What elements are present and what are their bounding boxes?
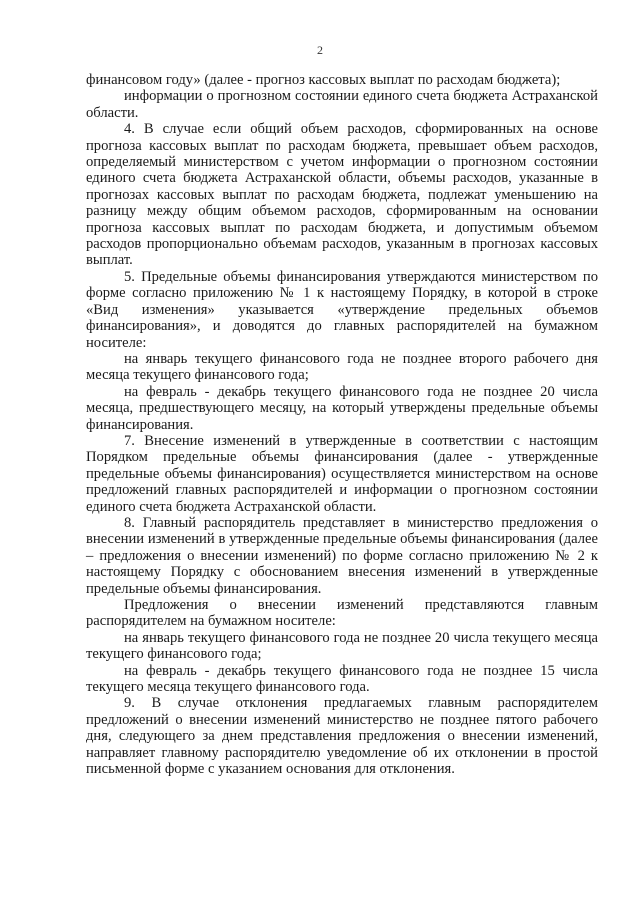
paragraph-item-8: 8. Главный распорядитель представляет в министерство предложения о внесении изменений в утвержденные предельные объемы финансирования (далее – предложения о внесении изменений) по форме согласно приложению № 2 к настоящему Порядку с обоснованием внесения изменений в утвержденные предельные объемы финансирования.	[86, 514, 598, 597]
document-body	[86, 72, 598, 777]
paragraph-item-5: 5. Предельные объемы финансирования утверждаются министерством по форме согласно приложению № 1 к настоящему Порядку, в которой в строке «Вид изменения» указывается «утверждение предельных объемов финансирования», и доводятся до главных распорядителей на бумажном носителе:	[86, 268, 598, 351]
paragraph-account-info: информации о прогнозном состоянии единого счета бюджета Астраханской области.	[86, 88, 598, 121]
paragraph-proposals-submission: Предложения о внесении изменений представляются главным распорядителем на бумажном носителе:	[86, 597, 598, 630]
paragraph-proposals-january: на январь текущего финансового года не позднее 20 числа текущего месяца текущего финансового года;	[86, 629, 598, 663]
paragraph-item-4: 4. В случае если общий объем расходов, сформированных на основе прогноза кассовых выплат по расходам бюджета, превышает объем расходов, определяемый министерством с учетом информации о прогнозном состоянии единого счета бюджета Астраханской области, объемы расходов, указанные в прогнозах кассовых выплат по расходам бюджета, подлежат уменьшению на разницу между общим объемом расходов, сформированным на основании прогноза кассовых выплат по расходам бюджета, и допустимым объемом расходов пропорционально объемам расходов, указанным в прогнозах кассовых выплат.	[86, 121, 598, 269]
paragraph-february-december-deadline: на февраль - декабрь текущего финансового года не позднее 20 числа месяца, предшествующего месяцу, на который утверждены предельные объемы финансирования.	[86, 383, 598, 433]
paragraph-budget-forecast-end: финансовом году» (далее - прогноз кассовых выплат по расходам бюджета);	[86, 72, 561, 88]
paragraph-item-9: 9. В случае отклонения предлагаемых главным распорядителем предложений о внесении изменений министерство не позднее пятого рабочего дня, следующего за днем представления предложения о внесении изменений, направляет главному распорядителю уведомление об их отклонении в простой письменной форме с указанием основания для отклонения.	[86, 695, 598, 778]
paragraph-item-7: 7. Внесение изменений в утвержденные в соответствии с настоящим Порядком предельные объемы финансирования (далее - утвержденные предельные объемы финансирования) осуществляется министерством на основе предложений главных распорядителей и информации о прогнозном состоянии единого счета бюджета Астраханской области.	[86, 432, 598, 515]
paragraph-january-deadline: на январь текущего финансового года не позднее второго рабочего дня месяца текущего финансового года;	[86, 350, 598, 384]
page-number: 2	[317, 43, 323, 57]
paragraph-proposals-february-december: на февраль - декабрь текущего финансового года не позднее 15 числа текущего месяца текущего финансового года.	[86, 662, 598, 696]
